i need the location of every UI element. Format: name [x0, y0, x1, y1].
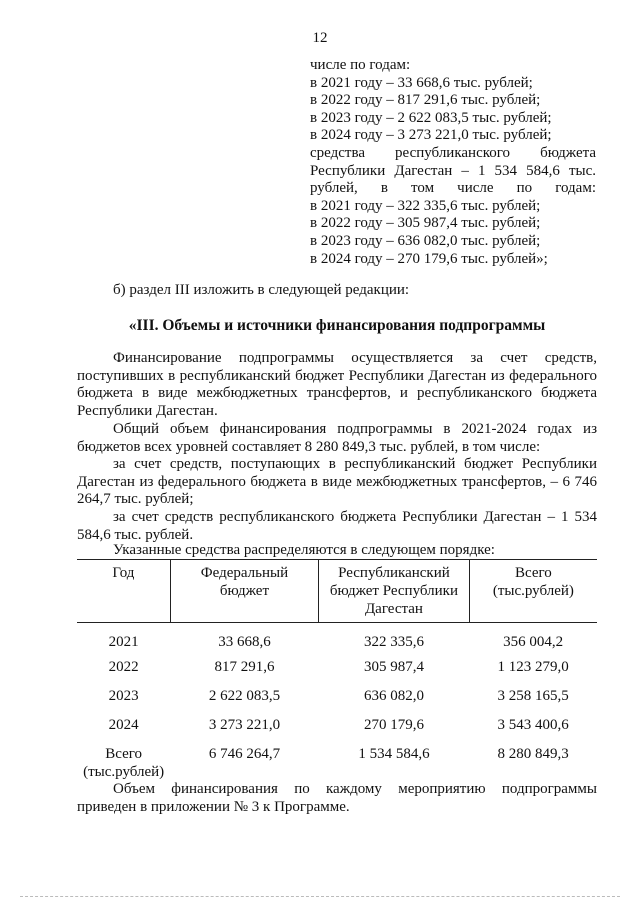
paragraph-total-volume: Общий объем финансирования подпрограммы в 2021-2024 годах из бюджетов всех уровней составляет 8 280 849,3 тыс. рублей, в том числе: [77, 421, 597, 455]
cell-federal: 817 291,6 [214, 659, 275, 675]
header-total: Всего (тыс.рублей) [469, 560, 597, 623]
table-row-total [77, 745, 597, 785]
text-line: в 2021 году – 33 668,6 тыс. рублей; [310, 74, 533, 91]
financing-table [77, 559, 597, 785]
text-line: в 2024 году – 3 273 221,0 тыс. рублей; [310, 127, 552, 144]
text-line: в 2023 году – 636 082,0 тыс. рублей; [310, 232, 541, 249]
cell-year: Всего (тыс.рублей) [83, 746, 165, 780]
cell-year: 2021 [108, 634, 139, 650]
paragraph-distribution: Указанные средства распределяются в следующем порядке: [113, 542, 495, 558]
cell-total: 3 543 400,6 [497, 717, 569, 733]
page-number: 12 [312, 30, 328, 46]
table-row [77, 623, 597, 659]
cell-federal: 6 746 264,7 [208, 746, 281, 762]
cell-total: 1 123 279,0 [497, 659, 569, 675]
cell-total: 3 258 165,5 [497, 688, 569, 704]
paragraph-regional: за счет средств республиканского бюджета Республики Дагестан – 1 534 584,6 тыс. рублей. [77, 509, 597, 543]
cell-total: 8 280 849,3 [497, 746, 569, 762]
cell-regional: 270 179,6 [363, 717, 424, 733]
table-header-row [77, 560, 597, 623]
cell-federal: 3 273 221,0 [208, 717, 281, 733]
text-line: в 2024 году – 270 179,6 тыс. рублей»; [310, 250, 548, 267]
cell-regional: 1 534 584,6 [358, 746, 430, 762]
cell-total: 356 004,2 [503, 634, 564, 650]
header-year: Год [112, 565, 135, 581]
cell-federal: 33 668,6 [218, 634, 271, 650]
paragraph-closing: Объем финансирования по каждому мероприятию подпрограммы приведен в приложении № 3 к Программе. [77, 781, 597, 815]
cell-regional: 305 987,4 [363, 659, 424, 675]
header-regional: Республиканский бюджет Республики Дагестан [319, 560, 470, 623]
cell-regional: 322 335,6 [363, 634, 424, 650]
cell-federal: 2 622 083,5 [208, 688, 281, 704]
text-line: в 2021 году – 322 335,6 тыс. рублей; [310, 197, 541, 214]
text-line: в 2022 году – 305 987,4 тыс. рублей; [310, 215, 541, 232]
header-federal: Федеральный бюджет [170, 560, 318, 623]
table-row [77, 716, 597, 745]
text-line: числе по годам: [310, 57, 411, 73]
cell-year: 2023 [108, 688, 139, 704]
cell-year: 2024 [108, 717, 139, 733]
paragraph-federal: за счет средств, поступающих в республиканский бюджет Республики Дагестан из федерального бюджета в виде межбюджетных трансфертов, – 6 746 264,7 тыс. рублей; [77, 456, 597, 508]
paragraph-financing: Финансирование подпрограммы осуществляется за счет средств, поступивших в республиканский бюджет Республики Дагестан из федерального бюджета в виде межбюджетных трансфертов, и республиканского бюджета Республики Дагестан. [77, 350, 597, 419]
item-b: б) раздел III изложить в следующей редакции: [113, 282, 410, 298]
bottom-divider [20, 896, 620, 897]
section-heading: «III. Объемы и источники финансирования подпрограммы [128, 317, 546, 334]
cell-year: 2022 [108, 659, 139, 675]
table-row [77, 658, 597, 687]
text-line: в 2022 году – 817 291,6 тыс. рублей; [310, 92, 541, 109]
table-row [77, 687, 597, 716]
cell-regional: 636 082,0 [363, 688, 424, 704]
funding-continuation [310, 57, 596, 268]
text-line: в 2023 году – 2 622 083,5 тыс. рублей; [310, 109, 552, 126]
regional-funds-text: средства республиканского бюджета Республики Дагестан – 1 534 584,6 тыс. рублей, в том числе по годам: [310, 144, 596, 197]
